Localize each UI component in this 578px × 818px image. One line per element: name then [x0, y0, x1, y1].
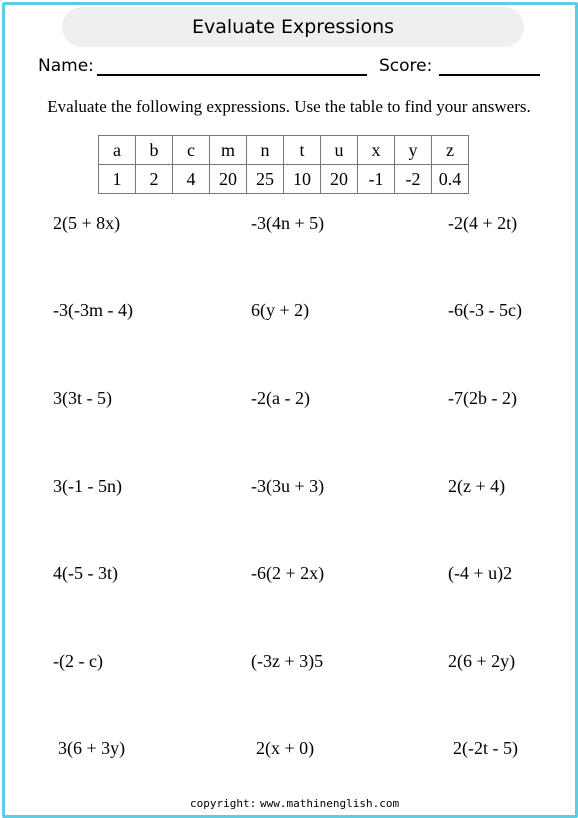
variable-names-row [99, 136, 469, 165]
name-field[interactable] [97, 74, 367, 76]
instructions: Evaluate the following expressions. Use the table to find your answers. [47, 97, 531, 116]
footer-site-link[interactable]: www.mathinenglish.com [260, 797, 400, 810]
expression-7-2: 2(x + 0) [256, 738, 315, 758]
expression-2-3: -6(-3 - 5c) [448, 300, 522, 320]
page-border [2, 2, 578, 818]
var-value-cell: 1 [99, 165, 136, 194]
expression-2-2: 6(y + 2) [251, 300, 310, 320]
expression-7-1: 3(6 + 3y) [58, 738, 126, 758]
expression-1-1: 2(5 + 8x) [53, 213, 121, 233]
score-field[interactable] [439, 74, 540, 76]
score-label: Score: [379, 56, 433, 76]
var-name-cell: b [136, 136, 173, 165]
worksheet-title: Evaluate Expressions [62, 7, 524, 47]
var-value-cell: -1 [358, 165, 395, 194]
expression-4-3: 2(z + 4) [448, 476, 506, 496]
var-value-cell: 4 [173, 165, 210, 194]
expression-3-2: -2(a - 2) [251, 388, 310, 408]
var-name-cell: u [321, 136, 358, 165]
name-label: Name: [38, 56, 94, 76]
var-name-cell: m [210, 136, 247, 165]
expression-7-3: 2(-2t - 5) [453, 738, 518, 758]
var-name-cell: z [432, 136, 469, 165]
expression-5-3: (-4 + u)2 [448, 563, 513, 583]
expression-4-1: 3(-1 - 5n) [53, 476, 122, 496]
var-value-cell: 10 [284, 165, 321, 194]
expression-4-2: -3(3u + 3) [251, 476, 325, 496]
var-value-cell: 20 [210, 165, 247, 194]
var-name-cell: t [284, 136, 321, 165]
expression-1-2: -3(4n + 5) [251, 213, 325, 233]
expression-5-1: 4(-5 - 3t) [53, 563, 118, 583]
expression-5-2: -6(2 + 2x) [251, 563, 325, 583]
copyright-label: copyright: [190, 797, 257, 810]
var-name-cell: a [99, 136, 136, 165]
expression-3-3: -7(2b - 2) [448, 388, 517, 408]
var-value-cell: -2 [395, 165, 432, 194]
var-value-cell: 0.4 [432, 165, 469, 194]
var-name-cell: x [358, 136, 395, 165]
variable-values-row [99, 165, 469, 194]
var-value-cell: 25 [247, 165, 284, 194]
variable-table [98, 135, 469, 194]
expression-6-3: 2(6 + 2y) [448, 651, 516, 671]
var-name-cell: y [395, 136, 432, 165]
expression-6-1: -(2 - c) [53, 651, 103, 671]
var-name-cell: c [173, 136, 210, 165]
expression-6-2: (-3z + 3)5 [251, 651, 324, 671]
var-name-cell: n [247, 136, 284, 165]
expression-3-1: 3(3t - 5) [53, 388, 112, 408]
var-value-cell: 20 [321, 165, 358, 194]
expression-2-1: -3(-3m - 4) [53, 300, 133, 320]
expression-1-3: -2(4 + 2t) [448, 213, 518, 233]
var-value-cell: 2 [136, 165, 173, 194]
